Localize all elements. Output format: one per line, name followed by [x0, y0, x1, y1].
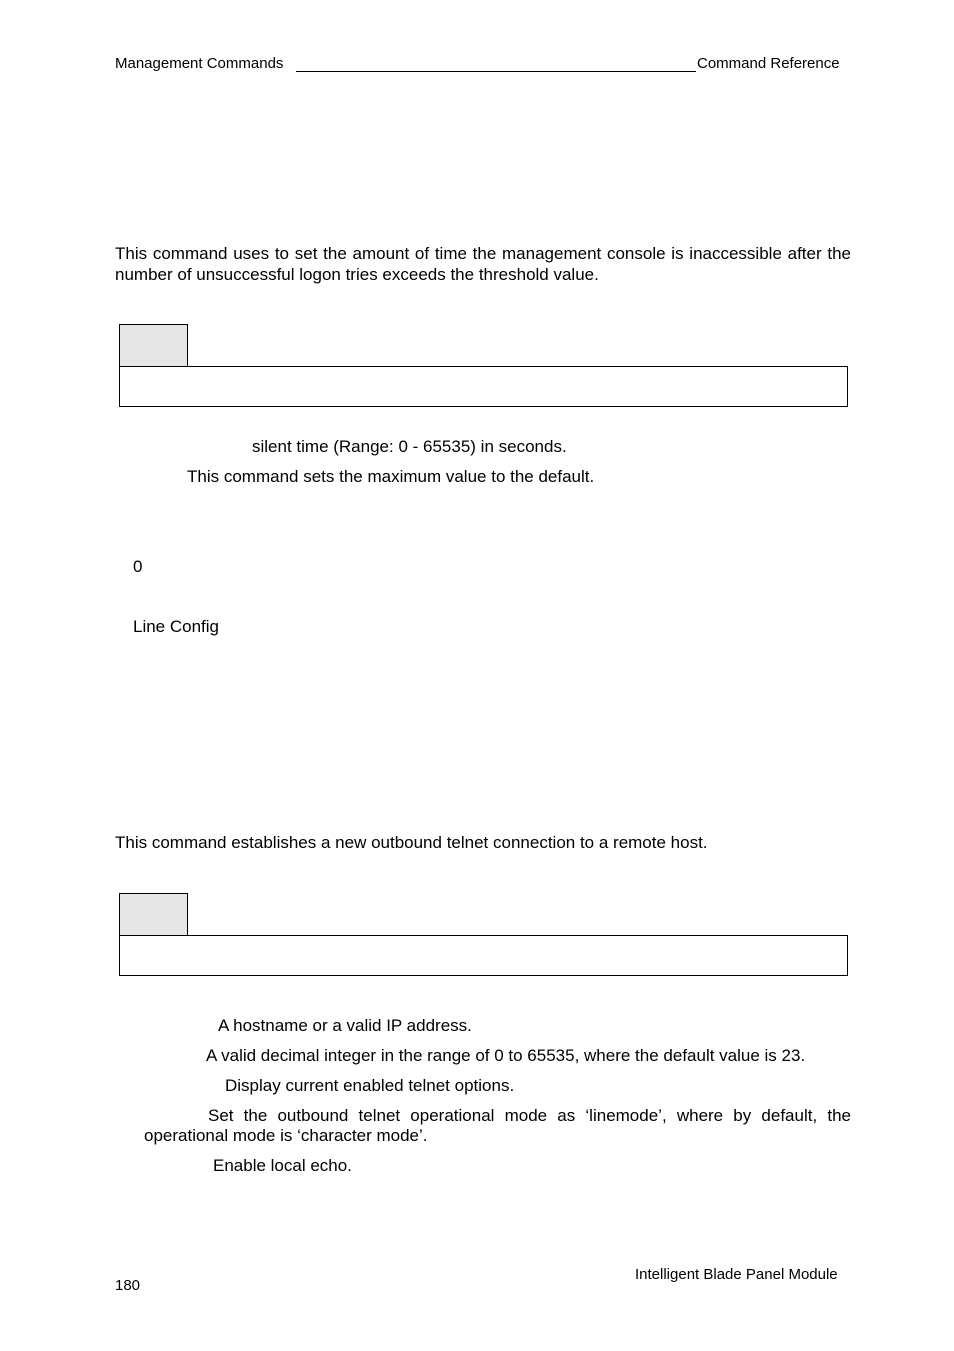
- page-number: 180: [115, 1277, 141, 1294]
- section2-param-port: A valid decimal integer in the range of 0 to 65535, where the default value is 23.: [206, 1046, 806, 1065]
- section2-param-debug: Display current enabled telnet options.: [225, 1076, 515, 1095]
- section1-no-form: This command sets the maximum value to the default.: [187, 467, 595, 486]
- footer-product: Intelligent Blade Panel Module: [635, 1266, 838, 1283]
- section2-description: This command establishes a new outbound telnet connection to a remote host.: [115, 833, 708, 852]
- section2-param-host: A hostname or a valid IP address.: [218, 1016, 472, 1035]
- section2-param-line: Set the outbound telnet operational mode as ‘linemode’, where by default, the operational mode is ‘character mode’.: [144, 1106, 851, 1145]
- section1-default: 0: [133, 557, 143, 576]
- section1-param: silent time (Range: 0 - 65535) in seconds.: [252, 437, 567, 456]
- header-left: Management Commands: [115, 55, 284, 72]
- section2-format-tab: [119, 893, 188, 935]
- header-right: Command Reference: [697, 55, 840, 72]
- section1-description: This command uses to set the amount of time the management console is inaccessible after the number of unsuccessful logon tries exceeds the threshold value.: [115, 244, 851, 284]
- header-rule: [296, 71, 696, 72]
- section1-format-tab: [119, 324, 188, 366]
- section1-mode: Line Config: [133, 617, 220, 636]
- section2-format-box: [119, 935, 848, 976]
- section2-param-localecho: Enable local echo.: [213, 1156, 352, 1175]
- section1-format-box: [119, 366, 848, 407]
